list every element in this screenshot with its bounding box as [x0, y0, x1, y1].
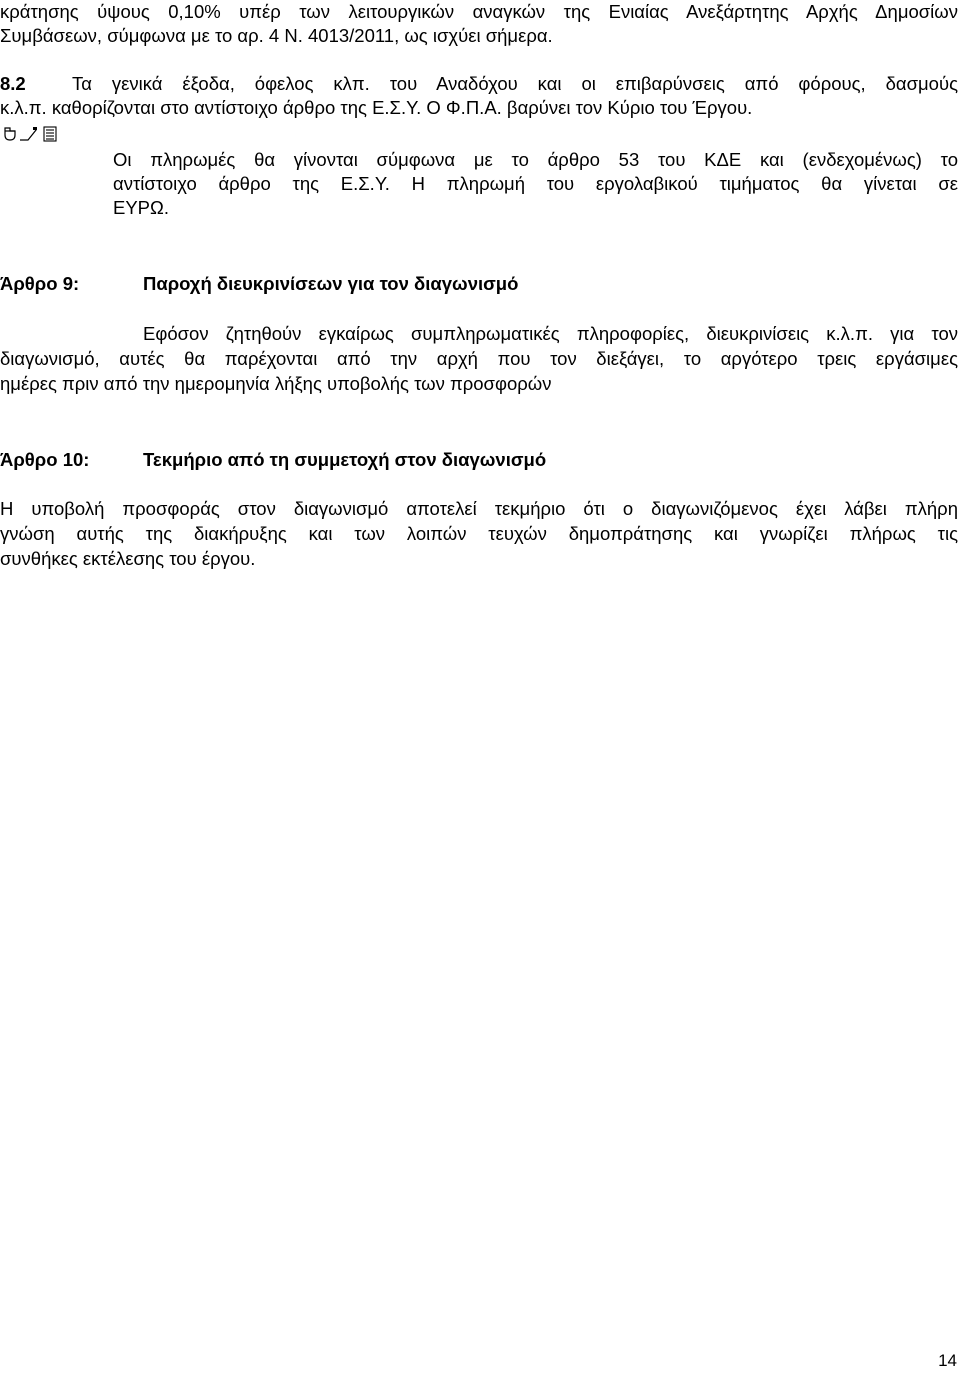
line-glyph-icon — [20, 127, 37, 140]
top-paragraph-line-2: Συμβάσεων, σύμφωνα με το αρ. 4 Ν. 4013/2011, ως ισχύει σήμερα. — [0, 25, 553, 46]
section-8-2-line-1: Τα γενικά έξοδα, όφελος κλπ. του Αναδόχου και οι επιβαρύνσεις από φόρους, δασμούς — [72, 73, 958, 94]
section-8-2-line-2: κ.λ.π. καθορίζονται στο αντίστοιχο άρθρο της Ε.Σ.Υ. Ο Φ.Π.Α. βαρύνει τον Κύριο του Έργου. — [0, 97, 753, 118]
section-8-2-number: 8.2 — [0, 73, 26, 94]
top-paragraph-line-1: κράτησης ύψους 0,10% υπέρ των λειτουργικών αναγκών της Ενιαίας Ανεξάρτητης Αρχής Δημοσίων — [0, 1, 958, 22]
document-glyph-icon — [44, 127, 56, 141]
article-10-label: Άρθρο 10: — [0, 449, 90, 470]
article-9-line-2: διαγωνισμό, αυτές θα παρέχονται από την αρχή που τον διεξάγει, το αργότερο τρεις εργάσιμες — [0, 348, 958, 369]
article-10-line-2: γνώση αυτής της διακήρυξης και των λοιπών τευχών δημοπράτησης και γνωρίζει πλήρως τις — [0, 523, 958, 544]
section-marker-icons — [2, 126, 62, 142]
article-10-title: Τεκμήριο από τη συμμετοχή στον διαγωνισμό — [143, 449, 547, 470]
article-9-line-3: ημέρες πριν από την ημερομηνία λήξης υποβολής των προσφορών — [0, 373, 552, 394]
article-10-line-1: Η υποβολή προσφοράς στον διαγωνισμό αποτελεί τεκμήριο ότι ο διαγωνιζόμενος έχει λάβει πλήρη — [0, 498, 958, 519]
article-10-line-3: συνθήκες εκτέλεσης του έργου. — [0, 548, 256, 569]
section-8-3-line-2: αντίστοιχο άρθρο της Ε.Σ.Υ. Η πληρωμή του εργολαβικού τιμήματος θα γίνεται σε — [113, 173, 958, 194]
article-9-label: Άρθρο 9: — [0, 273, 80, 294]
article-9-line-1: Εφόσον ζητηθούν εγκαίρως συμπληρωματικές πληροφορίες, διευκρινίσεις κ.λ.π. για τον — [143, 323, 958, 344]
article-9-title: Παροχή διευκρινίσεων για τον διαγωνισμό — [143, 273, 519, 294]
mouse-glyph-icon — [5, 128, 15, 140]
page-number: 14 — [938, 1351, 957, 1370]
section-8-3-line-3: ΕΥΡΩ. — [113, 197, 169, 218]
section-marker — [2, 124, 62, 140]
section-8-3-line-1: Οι πληρωμές θα γίνονται σύμφωνα με το άρθρο 53 του ΚΔΕ και (ενδεχομένως) το — [113, 149, 958, 170]
